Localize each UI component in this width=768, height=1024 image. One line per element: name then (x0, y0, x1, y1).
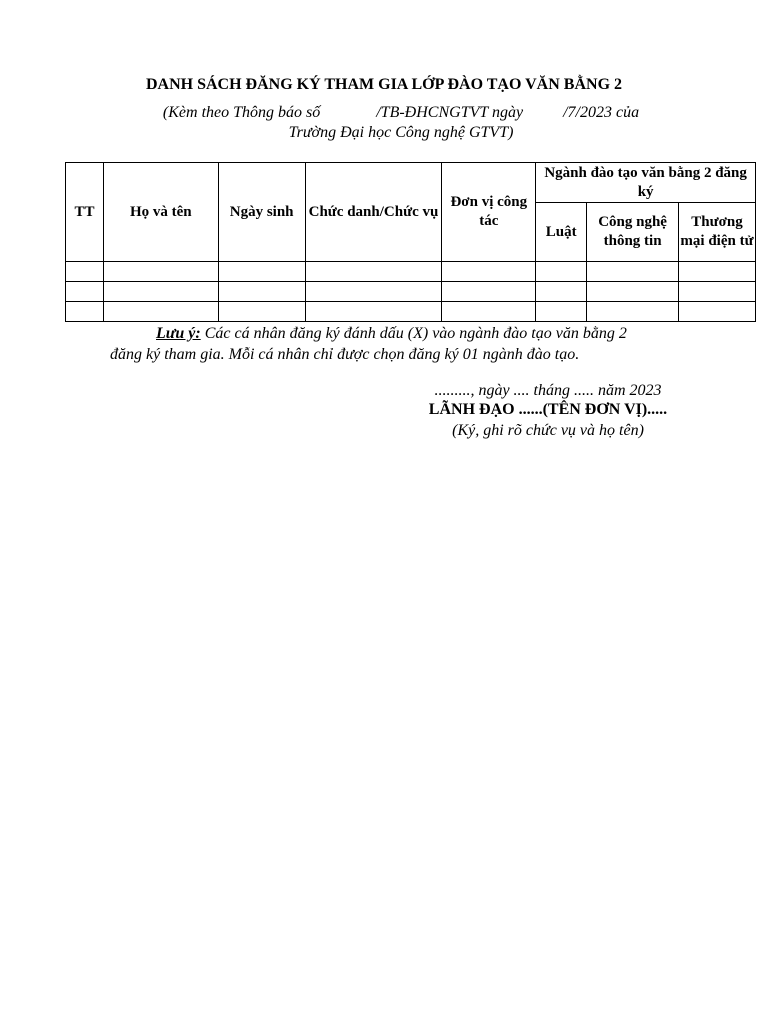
cell-dob[interactable] (218, 262, 305, 282)
cell-unit[interactable] (442, 302, 536, 322)
cell-name[interactable] (103, 262, 218, 282)
cell-unit[interactable] (442, 262, 536, 282)
cell-position[interactable] (305, 282, 442, 302)
table-row (66, 302, 756, 322)
cell-ecommerce[interactable] (679, 262, 756, 282)
registration-table (65, 162, 756, 322)
header-major-group: Ngành đào tạo văn bằng 2 đăng ký (536, 163, 756, 203)
cell-tt[interactable] (66, 302, 104, 322)
cell-ecommerce[interactable] (679, 302, 756, 322)
cell-dob[interactable] (218, 282, 305, 302)
document-subtitle (0, 103, 768, 143)
header-unit: Đơn vị công tác (442, 163, 536, 262)
document-title: DANH SÁCH ĐĂNG KÝ THAM GIA LỚP ĐÀO TẠO VĂN BẰNG 2 (145, 76, 623, 93)
note-text-2: đăng ký tham gia. Mỗi cá nhân chỉ được chọn đăng ký 01 ngành đào tạo. (110, 346, 580, 363)
subtitle-part-2: /TB-ĐHCNGTVT ngày (376, 104, 524, 121)
header-position: Chức danh/Chức vụ (305, 163, 442, 262)
note-label: Lưu ý: (156, 325, 201, 342)
signature-instruction: (Ký, ghi rõ chức vụ và họ tên) (452, 422, 644, 439)
cell-dob[interactable] (218, 302, 305, 322)
note-text-1: Các cá nhân đăng ký đánh dấu (X) vào ngành đào tạo văn bằng 2 (204, 325, 627, 342)
cell-law[interactable] (536, 282, 587, 302)
cell-position[interactable] (305, 302, 442, 322)
header-it: Công nghệ thông tin (587, 203, 679, 262)
header-dob: Ngày sinh (218, 163, 305, 262)
cell-name[interactable] (103, 282, 218, 302)
header-tt: TT (66, 163, 104, 262)
note-line-1 (110, 323, 730, 344)
cell-law[interactable] (536, 302, 587, 322)
cell-it[interactable] (587, 302, 679, 322)
cell-tt[interactable] (66, 262, 104, 282)
cell-position[interactable] (305, 262, 442, 282)
header-name: Họ và tên (103, 163, 218, 262)
note-block (110, 323, 730, 365)
header-law: Luật (536, 203, 587, 262)
table-row (66, 282, 756, 302)
subtitle-line-2: Trường Đại học Công nghệ GTVT) (288, 124, 514, 141)
signature-date: ........., ngày .... tháng ..... năm 2023 (434, 382, 662, 399)
cell-ecommerce[interactable] (679, 282, 756, 302)
table-row (66, 262, 756, 282)
cell-law[interactable] (536, 262, 587, 282)
cell-it[interactable] (587, 282, 679, 302)
cell-unit[interactable] (442, 282, 536, 302)
subtitle-part-1: (Kèm theo Thông báo số (162, 104, 321, 121)
signature-leader: LÃNH ĐẠO ......(TÊN ĐƠN VỊ)..... (428, 401, 668, 418)
cell-name[interactable] (103, 302, 218, 322)
header-ecommerce: Thương mại điện tử (679, 203, 756, 262)
subtitle-part-3: /7/2023 của (563, 104, 640, 121)
cell-tt[interactable] (66, 282, 104, 302)
cell-it[interactable] (587, 262, 679, 282)
